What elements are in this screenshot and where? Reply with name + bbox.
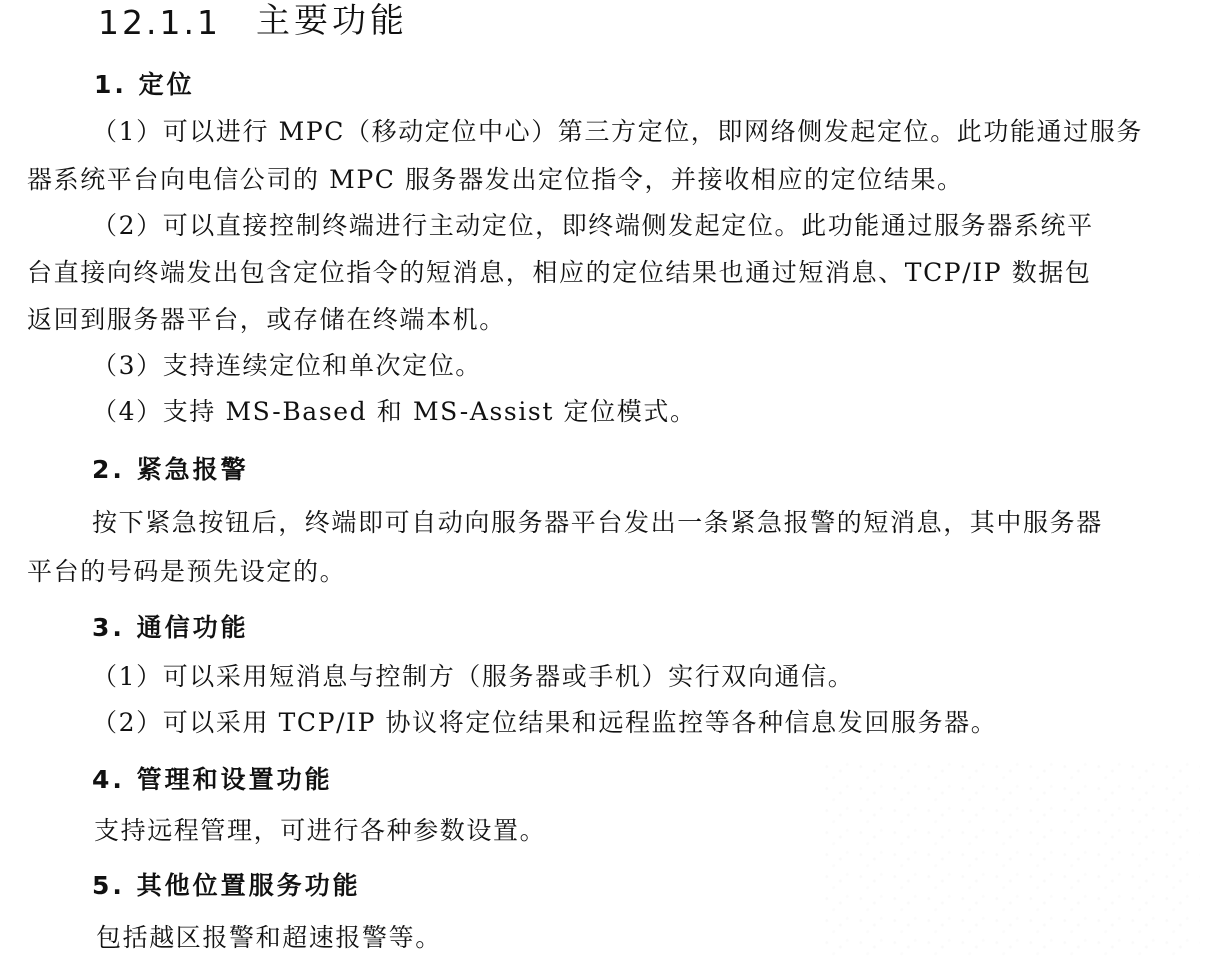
heading-communication: 3. 通信功能 bbox=[92, 613, 249, 642]
paragraph-line: （1）可以采用短消息与控制方（服务器或手机）实行双向通信。 bbox=[92, 662, 855, 691]
heading-management: 4. 管理和设置功能 bbox=[92, 765, 333, 794]
scan-noise bbox=[820, 760, 1200, 960]
paragraph-line: （2）可以直接控制终端进行主动定位，即终端侧发起定位。此功能通过服务器系统平 bbox=[92, 211, 1094, 240]
section-title: 主要功能 bbox=[256, 1, 408, 41]
section-number: 12.1.1 bbox=[98, 3, 221, 42]
paragraph-line: 包括越区报警和超速报警等。 bbox=[96, 923, 442, 952]
paragraph-line: 台直接向终端发出包含定位指令的短消息，相应的定位结果也通过短消息、TCP/IP 数据包 bbox=[27, 258, 1092, 287]
paragraph-line: 支持远程管理，可进行各种参数设置。 bbox=[94, 816, 547, 845]
paragraph-line: （2）可以采用 TCP/IP 协议将定位结果和远程监控等各种信息发回服务器。 bbox=[92, 708, 998, 737]
heading-other-location-services: 5. 其他位置服务功能 bbox=[92, 871, 361, 900]
paragraph-line: 平台的号码是预先设定的。 bbox=[27, 557, 347, 586]
paragraph-line: （1）可以进行 MPC（移动定位中心）第三方定位，即网络侧发起定位。此功能通过服务 bbox=[92, 117, 1144, 146]
paragraph-line: （3）支持连续定位和单次定位。 bbox=[92, 351, 482, 380]
paragraph-line: （4）支持 MS-Based 和 MS-Assist 定位模式。 bbox=[92, 397, 697, 426]
heading-emergency-alarm: 2. 紧急报警 bbox=[92, 455, 249, 484]
paragraph-line: 返回到服务器平台，或存储在终端本机。 bbox=[27, 305, 506, 334]
paragraph-line: 器系统平台向电信公司的 MPC 服务器发出定位指令，并接收相应的定位结果。 bbox=[27, 165, 964, 194]
paragraph-line: 按下紧急按钮后，终端即可自动向服务器平台发出一条紧急报警的短消息，其中服务器 bbox=[92, 508, 1103, 537]
heading-positioning: 1. 定位 bbox=[94, 70, 195, 99]
